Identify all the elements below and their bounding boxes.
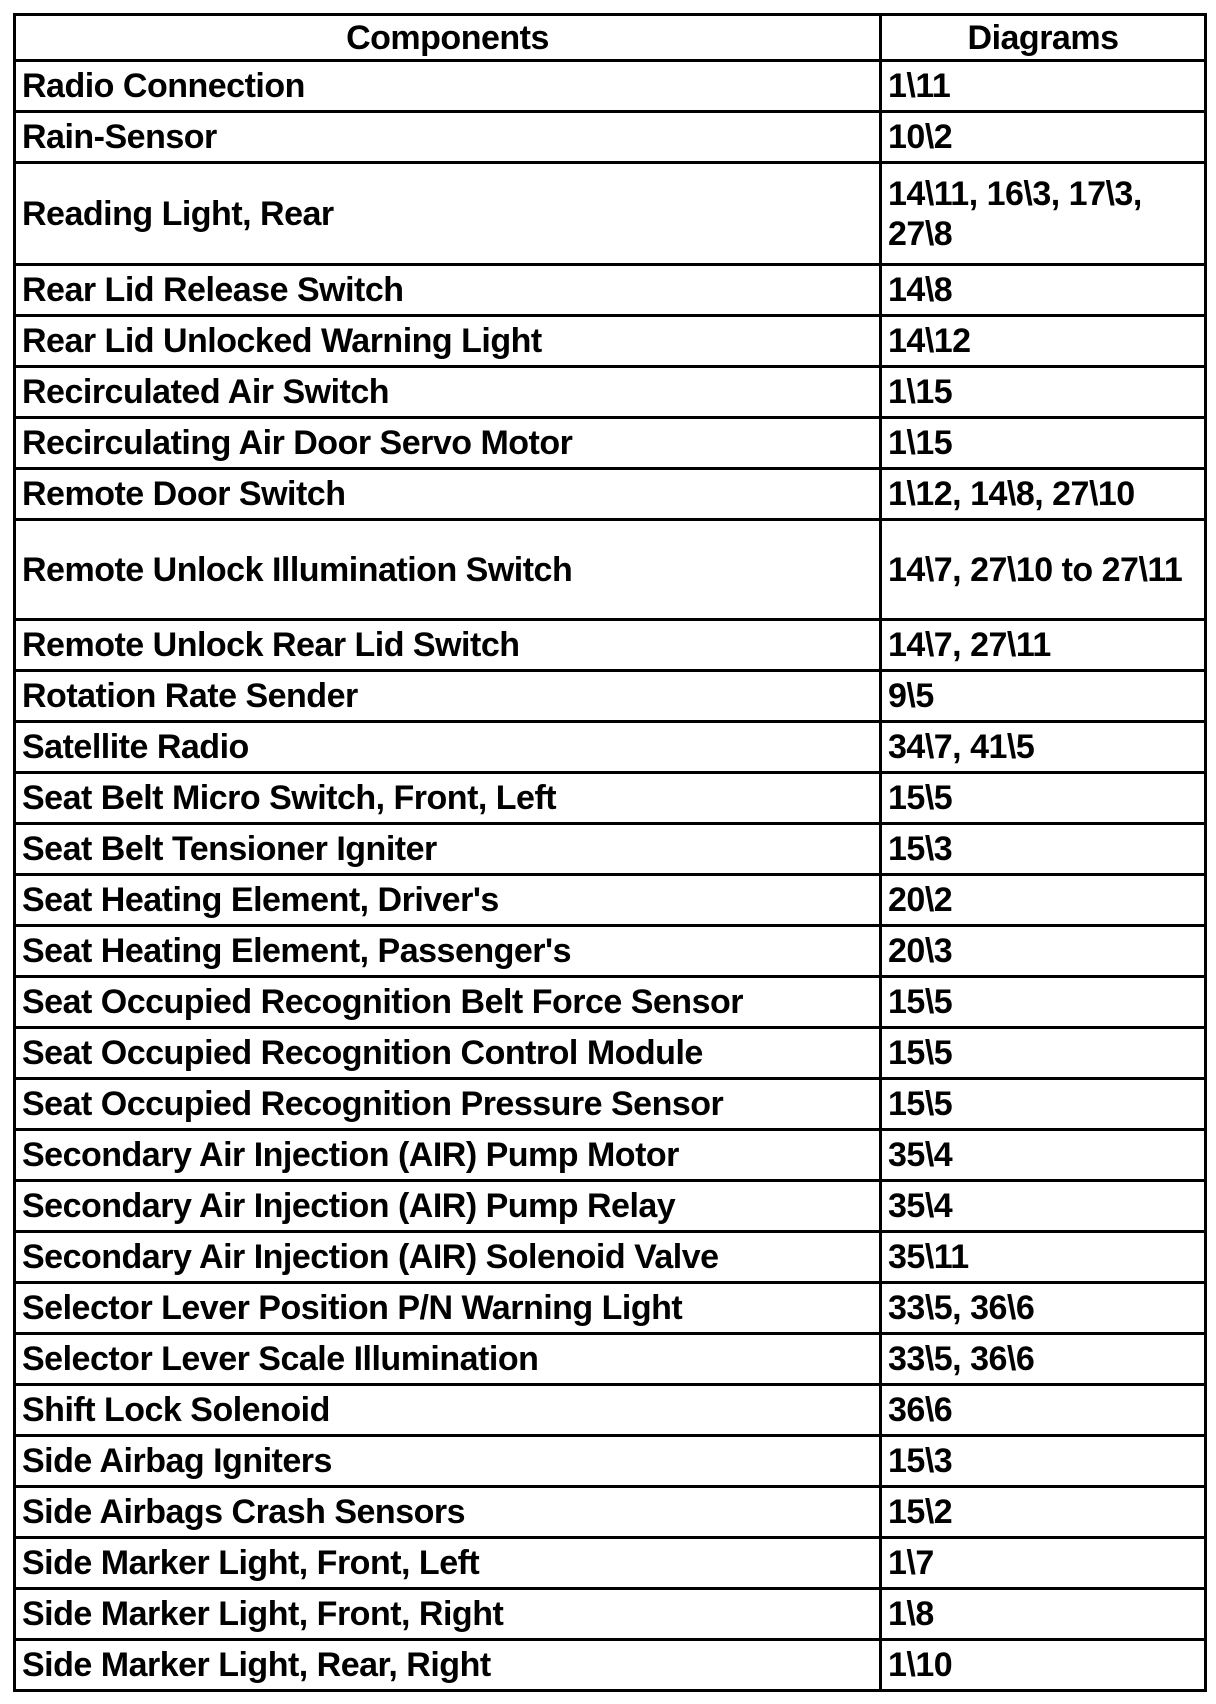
table-row [15, 620, 1206, 671]
component-cell: Rear Lid Release Switch [15, 265, 881, 316]
table-row [15, 773, 1206, 824]
component-cell: Recirculated Air Switch [15, 367, 881, 418]
table-row [15, 1130, 1206, 1181]
component-cell: Rotation Rate Sender [15, 671, 881, 722]
header-diagrams: Diagrams [881, 15, 1206, 61]
diagrams-cell: 1\10 [881, 1640, 1206, 1691]
table-row [15, 1487, 1206, 1538]
diagrams-cell: 1\8 [881, 1589, 1206, 1640]
table-header-row [15, 15, 1206, 61]
diagrams-cell: 9\5 [881, 671, 1206, 722]
diagrams-cell: 15\5 [881, 773, 1206, 824]
diagrams-cell: 35\4 [881, 1181, 1206, 1232]
table-row [15, 112, 1206, 163]
table-row [15, 1385, 1206, 1436]
table-row [15, 61, 1206, 112]
diagrams-cell: 15\3 [881, 824, 1206, 875]
component-cell: Seat Heating Element, Passenger's [15, 926, 881, 977]
diagrams-cell: 36\6 [881, 1385, 1206, 1436]
diagrams-cell: 15\5 [881, 1079, 1206, 1130]
diagrams-cell: 15\2 [881, 1487, 1206, 1538]
table-row [15, 977, 1206, 1028]
diagrams-cell: 33\5, 36\6 [881, 1334, 1206, 1385]
component-cell: Selector Lever Position P/N Warning Light [15, 1283, 881, 1334]
diagrams-cell: 1\12, 14\8, 27\10 [881, 469, 1206, 520]
table-row [15, 1283, 1206, 1334]
component-cell: Seat Belt Micro Switch, Front, Left [15, 773, 881, 824]
table-row [15, 1181, 1206, 1232]
table-row [15, 1334, 1206, 1385]
diagrams-cell: 10\2 [881, 112, 1206, 163]
table-row [15, 875, 1206, 926]
component-cell: Seat Occupied Recognition Pressure Sensor [15, 1079, 881, 1130]
table-row [15, 1079, 1206, 1130]
component-cell: Seat Heating Element, Driver's [15, 875, 881, 926]
component-cell: Radio Connection [15, 61, 881, 112]
table-row [15, 1640, 1206, 1691]
component-cell: Satellite Radio [15, 722, 881, 773]
component-cell: Shift Lock Solenoid [15, 1385, 881, 1436]
components-table-container [13, 13, 1204, 1692]
component-cell: Secondary Air Injection (AIR) Pump Relay [15, 1181, 881, 1232]
component-cell: Rain-Sensor [15, 112, 881, 163]
table-row [15, 367, 1206, 418]
component-cell: Remote Door Switch [15, 469, 881, 520]
diagrams-cell: 15\5 [881, 977, 1206, 1028]
diagrams-cell: 35\11 [881, 1232, 1206, 1283]
component-cell: Seat Belt Tensioner Igniter [15, 824, 881, 875]
table-row [15, 1232, 1206, 1283]
table-row [15, 1589, 1206, 1640]
component-cell: Side Airbag Igniters [15, 1436, 881, 1487]
component-cell: Secondary Air Injection (AIR) Solenoid Valve [15, 1232, 881, 1283]
diagrams-cell: 1\7 [881, 1538, 1206, 1589]
table-row [15, 671, 1206, 722]
diagrams-cell: 14\7, 27\10 to 27\11 [881, 520, 1206, 620]
table-row [15, 722, 1206, 773]
component-cell: Rear Lid Unlocked Warning Light [15, 316, 881, 367]
component-cell: Recirculating Air Door Servo Motor [15, 418, 881, 469]
component-cell: Secondary Air Injection (AIR) Pump Motor [15, 1130, 881, 1181]
diagrams-cell: 14\11, 16\3, 17\3, 27\8 [881, 163, 1206, 265]
diagrams-cell: 15\5 [881, 1028, 1206, 1079]
diagrams-cell: 34\7, 41\5 [881, 722, 1206, 773]
table-row [15, 418, 1206, 469]
diagrams-cell: 15\3 [881, 1436, 1206, 1487]
diagrams-cell: 20\3 [881, 926, 1206, 977]
table-row [15, 1538, 1206, 1589]
diagrams-cell: 33\5, 36\6 [881, 1283, 1206, 1334]
table-row [15, 1436, 1206, 1487]
table-row [15, 824, 1206, 875]
diagrams-cell: 20\2 [881, 875, 1206, 926]
table-row [15, 163, 1206, 265]
table-row [15, 316, 1206, 367]
component-cell: Side Marker Light, Rear, Right [15, 1640, 881, 1691]
component-cell: Remote Unlock Rear Lid Switch [15, 620, 881, 671]
table-row [15, 926, 1206, 977]
component-cell: Reading Light, Rear [15, 163, 881, 265]
diagrams-cell: 14\7, 27\11 [881, 620, 1206, 671]
diagrams-cell: 14\8 [881, 265, 1206, 316]
header-components: Components [15, 15, 881, 61]
table-row [15, 469, 1206, 520]
diagrams-cell: 1\15 [881, 418, 1206, 469]
component-cell: Remote Unlock Illumination Switch [15, 520, 881, 620]
component-cell: Selector Lever Scale Illumination [15, 1334, 881, 1385]
component-cell: Seat Occupied Recognition Belt Force Sensor [15, 977, 881, 1028]
table-row [15, 520, 1206, 620]
components-diagrams-table [13, 13, 1207, 1692]
diagrams-cell: 35\4 [881, 1130, 1206, 1181]
table-row [15, 265, 1206, 316]
component-cell: Side Marker Light, Front, Right [15, 1589, 881, 1640]
diagrams-cell: 1\15 [881, 367, 1206, 418]
component-cell: Seat Occupied Recognition Control Module [15, 1028, 881, 1079]
component-cell: Side Airbags Crash Sensors [15, 1487, 881, 1538]
component-cell: Side Marker Light, Front, Left [15, 1538, 881, 1589]
diagrams-cell: 1\11 [881, 61, 1206, 112]
diagrams-cell: 14\12 [881, 316, 1206, 367]
table-row [15, 1028, 1206, 1079]
